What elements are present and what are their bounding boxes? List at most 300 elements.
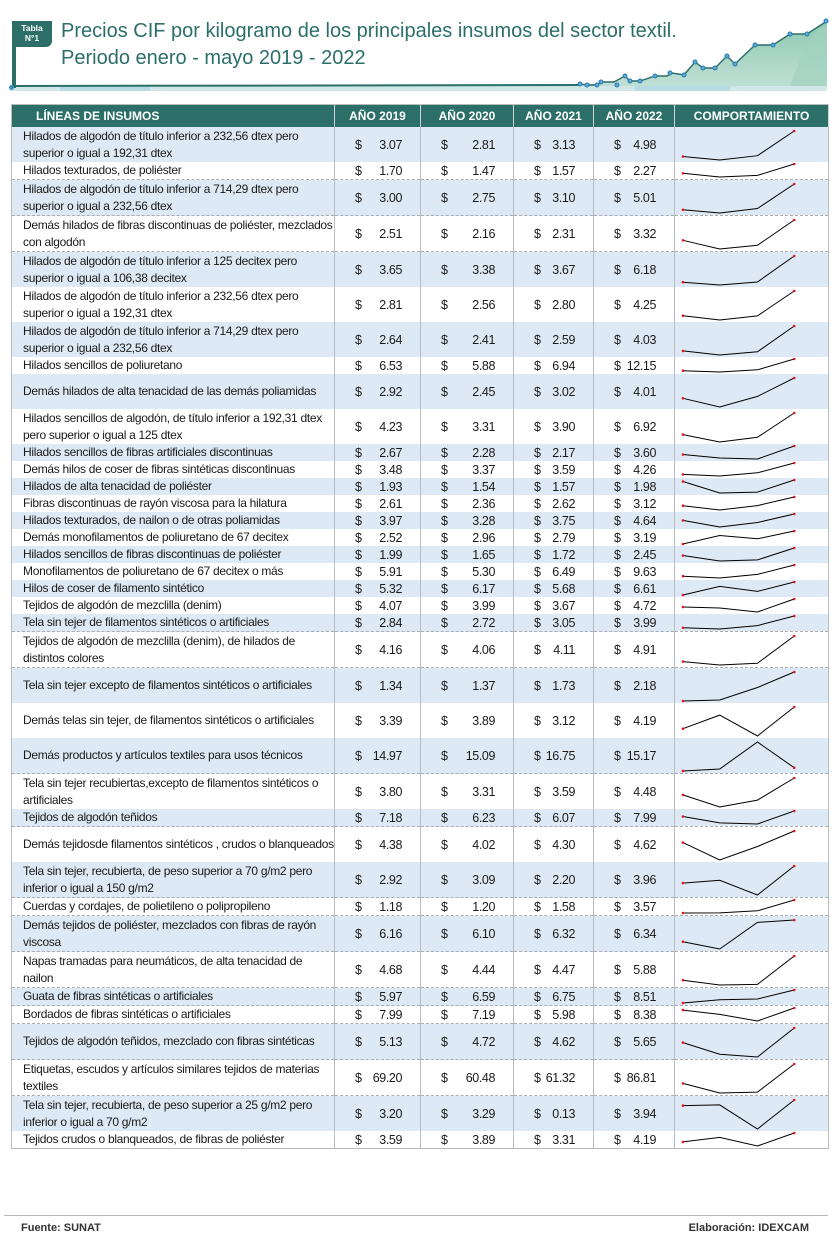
currency-symbol: $ — [355, 547, 362, 562]
price-value: 9.63 — [633, 564, 656, 579]
currency-symbol: $ — [355, 784, 362, 799]
price-value: 2.75 — [472, 190, 495, 205]
price-cell-2021 — [514, 252, 594, 288]
price-cell-2022 — [594, 252, 675, 288]
insumo-name: Demás tejidosde filamentos sintéticos , crudos o blanqueados — [12, 827, 335, 863]
sparkline-end-point — [793, 810, 796, 813]
price-value: 2.45 — [472, 384, 495, 399]
price-value: 3.28 — [472, 513, 495, 528]
sparkline-start-point — [682, 480, 685, 483]
insumo-name: Monofilamentos de poliuretano de 67 decitex o más — [12, 563, 335, 580]
currency-symbol: $ — [614, 872, 621, 887]
sparkline — [675, 898, 828, 915]
sparkline-line — [683, 599, 794, 612]
price-cell-2020 — [421, 916, 514, 952]
price-cell-2021 — [514, 1060, 594, 1096]
price-cell-2021 — [514, 898, 594, 916]
sparkline — [675, 162, 828, 179]
price-cell-2020 — [421, 563, 514, 580]
price-value: 3.10 — [552, 190, 575, 205]
sparkline-end-point — [793, 706, 796, 709]
price-cell-2022 — [594, 916, 675, 952]
price-cell-2022 — [594, 1096, 675, 1132]
price-value: 4.30 — [552, 837, 575, 852]
currency-symbol: $ — [534, 713, 541, 728]
currency-symbol: $ — [614, 642, 621, 657]
price-cell-2020 — [421, 127, 514, 162]
price-cell-2020 — [421, 1131, 514, 1149]
sparkline-start-point — [682, 727, 685, 730]
price-cell-2022 — [594, 952, 675, 988]
table-row — [12, 162, 829, 180]
price-value: 6.18 — [633, 262, 656, 277]
currency-symbol: $ — [534, 513, 541, 528]
table-row — [12, 563, 829, 580]
price-value: 3.12 — [633, 496, 656, 511]
currency-symbol: $ — [355, 163, 362, 178]
price-cell-2022 — [594, 287, 675, 322]
currency-symbol: $ — [534, 462, 541, 477]
currency-symbol: $ — [441, 547, 448, 562]
sparkline-line — [683, 1100, 794, 1129]
price-value: 4.47 — [552, 962, 575, 977]
currency-symbol: $ — [534, 1106, 541, 1121]
price-cell-2019 — [335, 703, 421, 738]
price-value: 7.99 — [379, 1007, 402, 1022]
price-value: 6.75 — [552, 989, 575, 1004]
price-value: 3.20 — [379, 1106, 402, 1121]
price-value: 4.62 — [552, 1034, 575, 1049]
price-cell-2021 — [514, 478, 594, 495]
price-cell-2019 — [335, 127, 421, 162]
price-cell-2019 — [335, 952, 421, 988]
sparkline-cell — [675, 862, 829, 898]
currency-symbol: $ — [355, 748, 362, 763]
currency-symbol: $ — [614, 615, 621, 630]
sparkline-start-point — [682, 239, 685, 242]
sparkline-start-point — [682, 1009, 685, 1012]
price-cell-2022 — [594, 703, 675, 738]
footer-divider — [4, 1215, 828, 1216]
price-value: 3.89 — [472, 713, 495, 728]
price-cell-2021 — [514, 668, 594, 704]
table-row — [12, 1096, 829, 1132]
sparkline — [675, 180, 828, 215]
sparkline-line — [683, 1008, 794, 1021]
price-value: 3.31 — [472, 419, 495, 434]
price-value: 4.19 — [633, 1132, 656, 1147]
currency-symbol: $ — [441, 713, 448, 728]
sparkline-end-point — [793, 615, 796, 618]
price-cell-2021 — [514, 774, 594, 810]
sparkline-start-point — [682, 606, 685, 609]
currency-symbol: $ — [534, 989, 541, 1004]
sparkline-end-point — [793, 598, 796, 601]
sparkline-line — [683, 990, 794, 1003]
sparkline-end-point — [793, 513, 796, 516]
price-value: 8.38 — [633, 1007, 656, 1022]
price-cell-2019 — [335, 322, 421, 357]
sparkline-cell — [675, 409, 829, 444]
price-cell-2020 — [421, 357, 514, 374]
currency-symbol: $ — [355, 1106, 362, 1121]
sparkline-cell — [675, 827, 829, 863]
sparkline-start-point — [682, 1141, 685, 1144]
currency-symbol: $ — [441, 1132, 448, 1147]
sparkline-end-point — [793, 581, 796, 584]
sparkline-cell — [675, 668, 829, 704]
currency-symbol: $ — [441, 297, 448, 312]
price-cell-2020 — [421, 374, 514, 409]
sparkline-cell — [675, 1131, 829, 1149]
table-row — [12, 478, 829, 495]
sparkline-line — [683, 672, 794, 701]
sparkline-end-point — [793, 919, 796, 922]
currency-symbol: $ — [355, 564, 362, 579]
sparkline-end-point — [793, 1007, 796, 1010]
price-value: 2.64 — [379, 332, 402, 347]
price-value: 4.23 — [379, 419, 402, 434]
price-value: 3.96 — [633, 872, 656, 887]
column-header-2021: AÑO 2021 — [514, 105, 594, 128]
currency-symbol: $ — [355, 462, 362, 477]
price-value: 3.59 — [379, 1132, 402, 1147]
price-cell-2022 — [594, 774, 675, 810]
sparkline-cell — [675, 180, 829, 216]
sparkline-end-point — [793, 1099, 796, 1102]
column-header-comportamiento: COMPORTAMIENTO — [675, 105, 829, 128]
price-cell-2020 — [421, 580, 514, 597]
price-value: 1.34 — [379, 678, 402, 693]
price-cell-2019 — [335, 614, 421, 632]
currency-symbol: $ — [614, 137, 621, 152]
currency-symbol: $ — [614, 1070, 621, 1085]
table-row — [12, 374, 829, 409]
insumo-name: Hilados sencillos de fibras discontinuas de poliéster — [12, 546, 335, 563]
sparkline-end-point — [793, 183, 796, 186]
price-cell-2022 — [594, 632, 675, 668]
currency-symbol: $ — [614, 678, 621, 693]
price-value: 1.57 — [552, 479, 575, 494]
sparkline-end-point — [793, 325, 796, 328]
currency-symbol: $ — [534, 1007, 541, 1022]
currency-symbol: $ — [614, 262, 621, 277]
sparkline-line — [683, 497, 794, 510]
table-row — [12, 495, 829, 512]
currency-symbol: $ — [534, 262, 541, 277]
price-value: 3.90 — [552, 419, 575, 434]
sparkline — [675, 862, 828, 897]
currency-symbol: $ — [534, 926, 541, 941]
table-row — [12, 988, 829, 1006]
currency-symbol: $ — [614, 358, 621, 373]
currency-symbol: $ — [534, 190, 541, 205]
price-value: 3.09 — [472, 872, 495, 887]
price-value: 6.94 — [552, 358, 575, 373]
sparkline-cell — [675, 322, 829, 357]
table-row — [12, 809, 829, 827]
price-value: 3.48 — [379, 462, 402, 477]
price-value: 2.96 — [472, 530, 495, 545]
sparkline-line — [683, 1064, 794, 1093]
price-cell-2022 — [594, 495, 675, 512]
price-value: 2.56 — [472, 297, 495, 312]
sparkline-start-point — [682, 504, 685, 507]
sparkline — [675, 774, 828, 809]
currency-symbol: $ — [441, 564, 448, 579]
price-cell-2020 — [421, 162, 514, 180]
price-value: 6.49 — [552, 564, 575, 579]
sparkline — [675, 597, 828, 614]
price-value: 3.67 — [552, 598, 575, 613]
currency-symbol: $ — [441, 1106, 448, 1121]
price-cell-2019 — [335, 287, 421, 322]
price-value: 1.58 — [552, 899, 575, 914]
sparkline — [675, 1060, 828, 1095]
price-value: 5.97 — [379, 989, 402, 1004]
price-value: 1.37 — [472, 678, 495, 693]
sparkline-cell — [675, 162, 829, 180]
currency-symbol: $ — [614, 962, 621, 977]
sparkline-line — [683, 164, 794, 177]
sparkline-start-point — [682, 155, 685, 158]
currency-symbol: $ — [355, 899, 362, 914]
price-value: 2.45 — [633, 547, 656, 562]
sparkline-start-point — [682, 350, 685, 353]
table-row — [12, 409, 829, 444]
currency-symbol: $ — [355, 810, 362, 825]
price-value: 3.94 — [633, 1106, 656, 1121]
table-row — [12, 1131, 829, 1149]
price-value: 4.98 — [633, 137, 656, 152]
currency-symbol: $ — [355, 358, 362, 373]
sparkline-start-point — [682, 815, 685, 818]
price-value: 4.26 — [633, 462, 656, 477]
price-cell-2022 — [594, 444, 675, 461]
price-cell-2020 — [421, 898, 514, 916]
currency-symbol: $ — [614, 598, 621, 613]
price-cell-2020 — [421, 952, 514, 988]
price-cell-2022 — [594, 357, 675, 374]
price-cell-2021 — [514, 809, 594, 827]
price-value: 5.98 — [552, 1007, 575, 1022]
sparkline — [675, 461, 828, 478]
sparkline-line — [683, 831, 794, 860]
price-cell-2019 — [335, 461, 421, 478]
currency-symbol: $ — [614, 547, 621, 562]
sparkline-start-point — [682, 209, 685, 212]
price-cell-2020 — [421, 495, 514, 512]
currency-symbol: $ — [355, 262, 362, 277]
sparkline-line — [683, 291, 794, 320]
sparkline-start-point — [682, 979, 685, 982]
sparkline-start-point — [682, 172, 685, 175]
currency-symbol: $ — [441, 1070, 448, 1085]
price-cell-2021 — [514, 1006, 594, 1024]
sparkline-line — [683, 256, 794, 285]
table-row — [12, 632, 829, 668]
source-note: Fuente: SUNAT — [21, 1222, 101, 1234]
price-cell-2019 — [335, 1060, 421, 1096]
insumo-name: Etiquetas, escudos y artículos similares tejidos de materias textiles — [12, 1060, 335, 1096]
price-cell-2019 — [335, 988, 421, 1006]
insumo-name: Demás monofilamentos de poliuretano de 67 decitex — [12, 529, 335, 546]
price-cell-2022 — [594, 738, 675, 774]
price-value: 6.34 — [633, 926, 656, 941]
currency-symbol: $ — [614, 989, 621, 1004]
sparkline — [675, 668, 828, 703]
table-number-tag — [12, 21, 52, 47]
price-value: 3.38 — [472, 262, 495, 277]
price-value: 3.19 — [633, 530, 656, 545]
currency-symbol: $ — [534, 358, 541, 373]
price-value: 2.28 — [472, 445, 495, 460]
table-row — [12, 512, 829, 529]
currency-symbol: $ — [614, 479, 621, 494]
sparkline — [675, 216, 828, 251]
sparkline — [675, 563, 828, 580]
currency-symbol: $ — [534, 1034, 541, 1049]
sparkline-line — [683, 446, 794, 459]
currency-symbol: $ — [355, 926, 362, 941]
currency-symbol: $ — [614, 163, 621, 178]
price-cell-2021 — [514, 409, 594, 444]
tag-stem — [12, 45, 16, 88]
price-value: 5.30 — [472, 564, 495, 579]
currency-symbol: $ — [441, 513, 448, 528]
currency-symbol: $ — [355, 678, 362, 693]
table-row — [12, 738, 829, 774]
table-row — [12, 774, 829, 810]
tag-dot — [9, 85, 14, 90]
price-value: 3.60 — [633, 445, 656, 460]
sparkline-end-point — [793, 899, 796, 902]
sparkline-line — [683, 1028, 794, 1057]
price-value: 60.48 — [465, 1070, 495, 1085]
price-cell-2019 — [335, 916, 421, 952]
sparkline-start-point — [682, 554, 685, 557]
sparkline-start-point — [682, 575, 685, 578]
insumo-name: Hilados texturados, de nailon o de otras poliamidas — [12, 512, 335, 529]
price-value: 3.29 — [472, 1106, 495, 1121]
sparkline-line — [683, 956, 794, 985]
table-row — [12, 444, 829, 461]
price-cell-2022 — [594, 862, 675, 898]
currency-symbol: $ — [534, 384, 541, 399]
currency-symbol: $ — [441, 962, 448, 977]
table-row — [12, 1060, 829, 1096]
sparkline-cell — [675, 461, 829, 478]
insumo-name: Tejidos de algodón teñidos, mezclado con fibras sintéticas — [12, 1024, 335, 1060]
price-cell-2022 — [594, 478, 675, 495]
price-value: 3.12 — [552, 713, 575, 728]
sparkline-start-point — [682, 912, 685, 915]
price-value: 1.70 — [379, 163, 402, 178]
currency-symbol: $ — [534, 962, 541, 977]
price-value: 4.38 — [379, 837, 402, 852]
price-cell-2020 — [421, 461, 514, 478]
currency-symbol: $ — [534, 297, 541, 312]
sparkline — [675, 703, 828, 738]
price-cell-2022 — [594, 162, 675, 180]
sparkline-start-point — [682, 433, 685, 436]
price-cell-2019 — [335, 374, 421, 409]
currency-symbol: $ — [614, 226, 621, 241]
sparkline-cell — [675, 988, 829, 1006]
insumo-name: Tela sin tejer, recubierta, de peso superior a 25 g/m2 pero inferior o igual a 70 g/m2 — [12, 1096, 335, 1132]
price-value: 4.11 — [553, 642, 575, 657]
price-value: 5.68 — [552, 581, 575, 596]
insumo-name: Tela sin tejer recubiertas,excepto de filamentos sintéticos o artificiales — [12, 774, 335, 810]
price-cell-2021 — [514, 952, 594, 988]
currency-symbol: $ — [534, 784, 541, 799]
currency-symbol: $ — [534, 678, 541, 693]
insumo-name: Cuerdas y cordajes, de polietileno o polipropileno — [12, 898, 335, 916]
price-value: 7.99 — [633, 810, 656, 825]
price-value: 3.67 — [552, 262, 575, 277]
currency-symbol: $ — [355, 513, 362, 528]
currency-symbol: $ — [614, 713, 621, 728]
currency-symbol: $ — [534, 547, 541, 562]
sparkline-start-point — [682, 453, 685, 456]
price-value: 15.09 — [465, 748, 495, 763]
currency-symbol: $ — [441, 163, 448, 178]
sparkline-start-point — [682, 1002, 685, 1005]
price-value: 7.19 — [472, 1007, 495, 1022]
price-value: 1.93 — [379, 479, 402, 494]
currency-symbol: $ — [355, 1070, 362, 1085]
currency-symbol: $ — [441, 989, 448, 1004]
sparkline-cell — [675, 898, 829, 916]
price-cell-2020 — [421, 180, 514, 216]
currency-symbol: $ — [441, 810, 448, 825]
price-value: 3.59 — [552, 462, 575, 477]
price-cell-2022 — [594, 180, 675, 216]
price-cell-2020 — [421, 529, 514, 546]
table-row — [12, 916, 829, 952]
currency-symbol: $ — [614, 462, 621, 477]
price-cell-2022 — [594, 827, 675, 863]
sparkline-start-point — [682, 473, 685, 476]
sparkline-line — [683, 413, 794, 442]
currency-symbol: $ — [441, 530, 448, 545]
insumo-name: Hilados de algodón de título inferior a 125 decitex pero superior o igual a 106,38 decitex — [12, 252, 335, 288]
sparkline — [675, 409, 828, 444]
sparkline-end-point — [793, 358, 796, 361]
price-value: 6.23 — [472, 810, 495, 825]
currency-symbol: $ — [534, 445, 541, 460]
price-value: 5.13 — [379, 1034, 402, 1049]
price-value: 2.80 — [552, 297, 575, 312]
credit-note: Elaboración: IDEXCAM — [688, 1222, 809, 1234]
sparkline-line — [683, 480, 794, 493]
sparkline-line — [683, 636, 794, 665]
table-row — [12, 287, 829, 322]
price-value: 12.15 — [626, 358, 656, 373]
price-cell-2019 — [335, 1024, 421, 1060]
sparkline-cell — [675, 512, 829, 529]
currency-symbol: $ — [441, 615, 448, 630]
page-title — [61, 18, 677, 72]
sparkline-line — [683, 326, 794, 355]
insumo-name: Fibras discontinuas de rayón viscosa para la hilatura — [12, 495, 335, 512]
insumo-name: Hilados de alta tenacidad de poliéster — [12, 478, 335, 495]
price-cell-2021 — [514, 738, 594, 774]
sparkline-end-point — [793, 671, 796, 674]
currency-symbol: $ — [534, 837, 541, 852]
price-cell-2021 — [514, 512, 594, 529]
sparkline — [675, 580, 828, 597]
